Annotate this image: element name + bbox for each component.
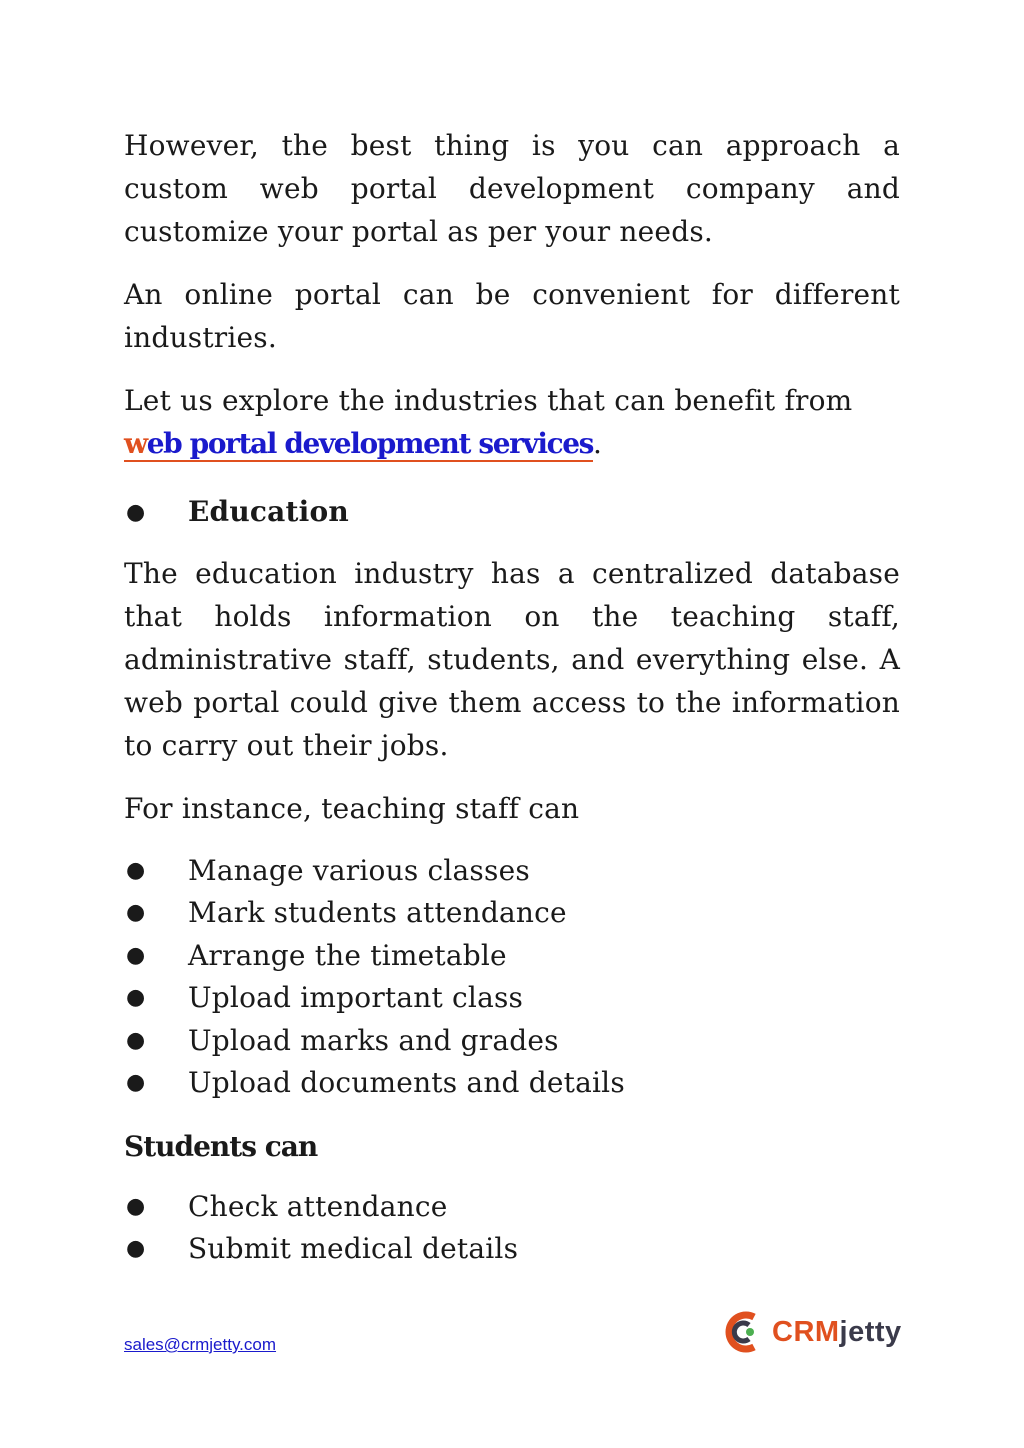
link-period: .	[593, 427, 602, 460]
list-item-text: Manage various classes	[188, 853, 530, 887]
list-item-text: Mark students attendance	[188, 896, 567, 929]
bullet-icon: ●	[126, 985, 146, 1010]
list-item	[124, 977, 900, 1020]
list-item	[124, 1228, 900, 1271]
link-line	[124, 422, 900, 465]
crmjetty-logo-text	[772, 1316, 902, 1349]
paragraph-convenience: An online portal can be convenient for different industries.	[124, 278, 900, 354]
education-heading-row	[124, 491, 900, 534]
bullet-icon: ●	[126, 942, 146, 968]
education-heading: Education	[188, 495, 349, 528]
students-list	[124, 1186, 900, 1271]
web-portal-link[interactable]	[124, 427, 593, 462]
document-body	[124, 124, 900, 1291]
list-item	[124, 892, 900, 935]
link-text: eb portal development services	[146, 427, 594, 460]
paragraph-explore: Let us explore the industries that can benefit from	[124, 384, 853, 417]
list-item-text: Upload important class	[188, 981, 524, 1014]
bullet-icon: ●	[126, 1070, 146, 1095]
list-item	[124, 1062, 900, 1105]
paragraph-education: The education industry has a centralized database that holds information on the teaching staff, administrative staff, students, and everything else. A web portal could give them access to the information to carry out their jobs.	[124, 556, 900, 762]
bullet-icon: ●	[126, 1236, 146, 1261]
crmjetty-logo-icon	[722, 1308, 764, 1356]
list-item-text: Upload documents and details	[188, 1066, 625, 1099]
list-item	[124, 850, 900, 893]
paragraph-intro: However, the best thing is you can approach a custom web portal development company and customize your portal as per your needs.	[124, 129, 900, 248]
bullet-icon: ●	[126, 1027, 146, 1053]
crmjetty-logo	[722, 1308, 902, 1356]
students-heading: Students can	[124, 1129, 318, 1163]
footer-email-link[interactable]: sales@crmjetty.com	[124, 1335, 277, 1354]
logo-jetty-text: jetty	[839, 1315, 902, 1348]
paragraph-teaching-intro: For instance, teaching staff can	[124, 791, 580, 825]
list-item	[124, 1020, 900, 1063]
bullet-icon: ●	[126, 900, 146, 925]
bullet-icon: ●	[126, 499, 146, 525]
list-item-text: Submit medical details	[188, 1232, 519, 1265]
link-first-letter: w	[124, 427, 147, 460]
list-item	[124, 935, 900, 978]
teaching-staff-list	[124, 850, 900, 1105]
list-item	[124, 1186, 900, 1229]
list-item-text: Upload marks and grades	[188, 1023, 559, 1057]
bullet-icon: ●	[126, 857, 146, 883]
list-item-text: Arrange the timetable	[188, 938, 507, 972]
bullet-icon: ●	[126, 1193, 146, 1219]
logo-crm-text: CRM	[772, 1315, 840, 1348]
list-item-text: Check attendance	[188, 1189, 448, 1223]
